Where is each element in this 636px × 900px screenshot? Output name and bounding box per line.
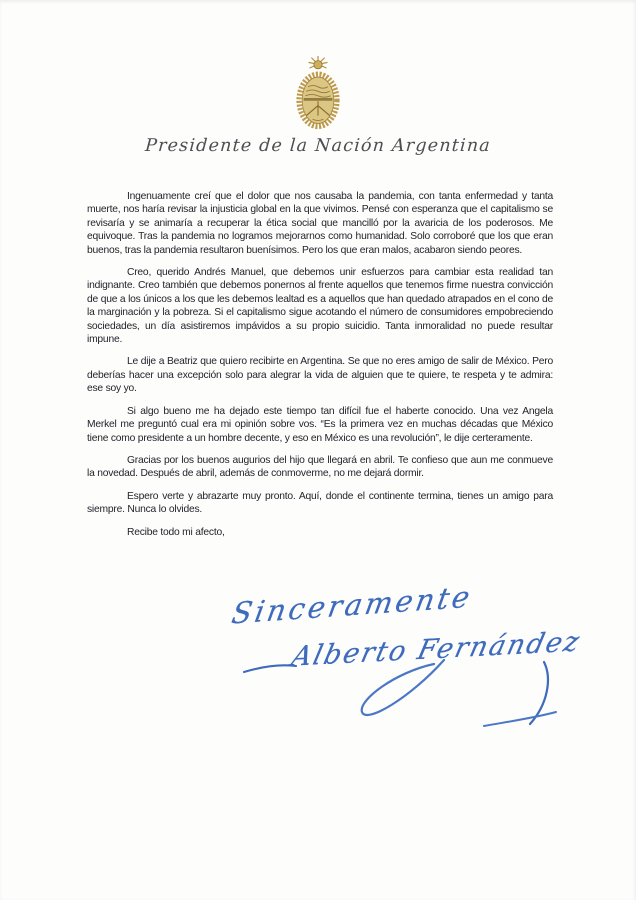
- letter-paragraph: Espero verte y abrazarte muy pronto. Aquí, donde el continente termina, tienes un amigo para siempre. Nunca lo olvides.: [87, 490, 553, 516]
- letter-paragraph: Ingenuamente creí que el dolor que nos causaba la pandemia, con tanta enfermedad y tanta muerte, nos haría revisar la injusticia global en la que vivimos. Pensé con esperanza que el capitalismo se revisaría y se animaría a recuperar la ética social que mancilló por la avaricia de los poderosos. Me equivoque. Tras la pandemia no logramos mejorarnos como humanidad. Solo corroboré que los que eran buenos, tras la pandemia resultaron buenísimos. Pero los que eran malos, acabaron siendo peores.: [87, 191, 553, 256]
- letter-paragraph: Gracias por los buenos augurios del hijo que llegará en abril. Te confieso que aun me conmueve la novedad. Después de abril, además de conmoverme, no me dejará dormir.: [87, 454, 553, 480]
- letter-closing: Recibe todo mi afecto,: [127, 526, 225, 538]
- signature-flourish: [238, 620, 568, 750]
- signature-sincerely: Sinceramente: [229, 579, 476, 631]
- letter-body: [87, 190, 553, 539]
- letter-paragraph: Le dije a Beatriz que quiero recibirte en Argentina. Se que no eres amigo de salir de México. Pero deberías hacer una excepción solo para alegrar la vida de alguien que te quiere, te respeta y te admira: ese soy yo.: [87, 356, 553, 395]
- signature-name: Alberto Fernández: [288, 626, 584, 673]
- letter-paragraph: Si algo bueno me ha dejado este tiempo tan difícil fue el haberte conocido. Una vez Angela Merkel me preguntó cual era mi opinión sobre vos. “Es la primera vez en muchas décadas que México tiene como presidente a un hombre decente, y eso en México es una revolución”, le dije certeramente.: [87, 405, 553, 444]
- argentina-coat-of-arms-icon: [291, 56, 345, 132]
- letter-paragraph: Creo, querido Andrés Manuel, que debemos unir esfuerzos para cambiar esta realidad tan indignante. Creo también que debemos ponernos al frente aquellos que tenemos firme nuestra convicción de que a los únicos a los que les debemos lealtad es a aquellos que han quedado atrapados en el cono de la marginación y la pobreza. Si el capitalismo sigue acotando el número de consumidores empobreciendo sociedades, un día asistiremos impávidos a su propio suicidio. Tanta inmoralidad no puede resultar impune.: [87, 267, 553, 346]
- page-title: Presidente de la Nación Argentina: [144, 136, 492, 156]
